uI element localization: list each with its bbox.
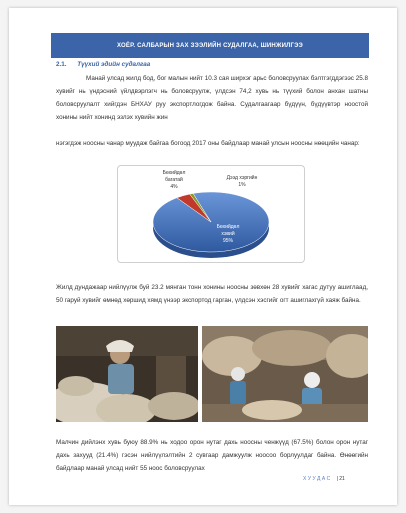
- wool-sorting-image: [56, 326, 198, 422]
- section-title: Түүхий эдийн судалгаа: [77, 61, 151, 68]
- photo-strip: [56, 326, 368, 422]
- paragraph-4: Малчин дийлэнх хувь буюу 88.9% нь ходоо орон нутаг дахь ноосны ченжүүд (67.5%) болон орон нутаг дахь захууд (21.4%) гэсэн нийлүүлэлтийн 2 сувгаар дамжуулж ноосоо борлуулдаг байна. Өнөөгийн байдлаар манай улсад нийт 55 ноос боловсруулах: [56, 439, 368, 472]
- pie-label-2-pct: 4%: [170, 184, 178, 190]
- paragraph-3: Жилд дундажаар нийлүүлж буй 23.2 мянган тонн хонины ноосны зөвхөн 28 хувийг хагас дутуу ашиглаад, 50 гаруй хувийг өмнөд хөршид хямд үнээр экспортод гарган, үлдсэн хэсгийг огт ашиглахгүй хаяж байна.: [56, 284, 368, 304]
- footer-label: ХУУДАС: [303, 476, 332, 482]
- pie-chart: [117, 165, 305, 263]
- wool-factory-image: [202, 326, 368, 422]
- paragraph-1: Манай улсад жилд бод, бог малын нийт 10.3 сая ширхэг арьс боловсруулах бэлтгэгддэгээс 25.8 хувийг нь үндэсний үйлдвэрлэгч нь боловсруулж, үлдсэн 74,2 хувь нь түүхий болон анхан шатны боловсруулалт хийгдэн БНХАУ руу экспортлогдож байна. Судалгаагаар бүдүүн, бүдүүвтэр ноостой хонины нийт хонинд эзлэх хувийн жин: [56, 75, 368, 121]
- paragraph-2: нэгэгдэж ноосны чанар муудаж байгаа богоод 2017 оны байдлаар манай улсын ноосны нөөцийн чанар:: [56, 140, 360, 147]
- pie-label-1-line1: Бөхийдөл: [216, 224, 240, 230]
- page-number: | 21: [336, 476, 345, 482]
- section-heading: [56, 61, 150, 68]
- wool-factory-photo: [202, 326, 368, 422]
- page-number-value: 21: [339, 476, 345, 482]
- page-footer: [303, 476, 345, 482]
- pie-label-1-pct: 95%: [222, 238, 234, 244]
- section-number: 2.1.: [56, 61, 67, 68]
- pie-label-1-line2: хэвий: [221, 231, 235, 237]
- pie-label-2-line1: Бөхийдөл: [162, 170, 186, 176]
- wool-sorting-photo: [56, 326, 198, 422]
- pie-label-3-pct: 1%: [238, 182, 246, 188]
- chapter-banner: ХОЁР. САЛБАРЫН ЗАХ ЗЭЭЛИЙН СУДАЛГАА, ШИНЖИЛГЭЭ: [51, 33, 369, 58]
- pie-label-3-name: Дээд хэргийн: [226, 175, 258, 181]
- pie-chart-svg: [118, 166, 304, 262]
- pie-label-2-line2: багатай: [165, 177, 183, 183]
